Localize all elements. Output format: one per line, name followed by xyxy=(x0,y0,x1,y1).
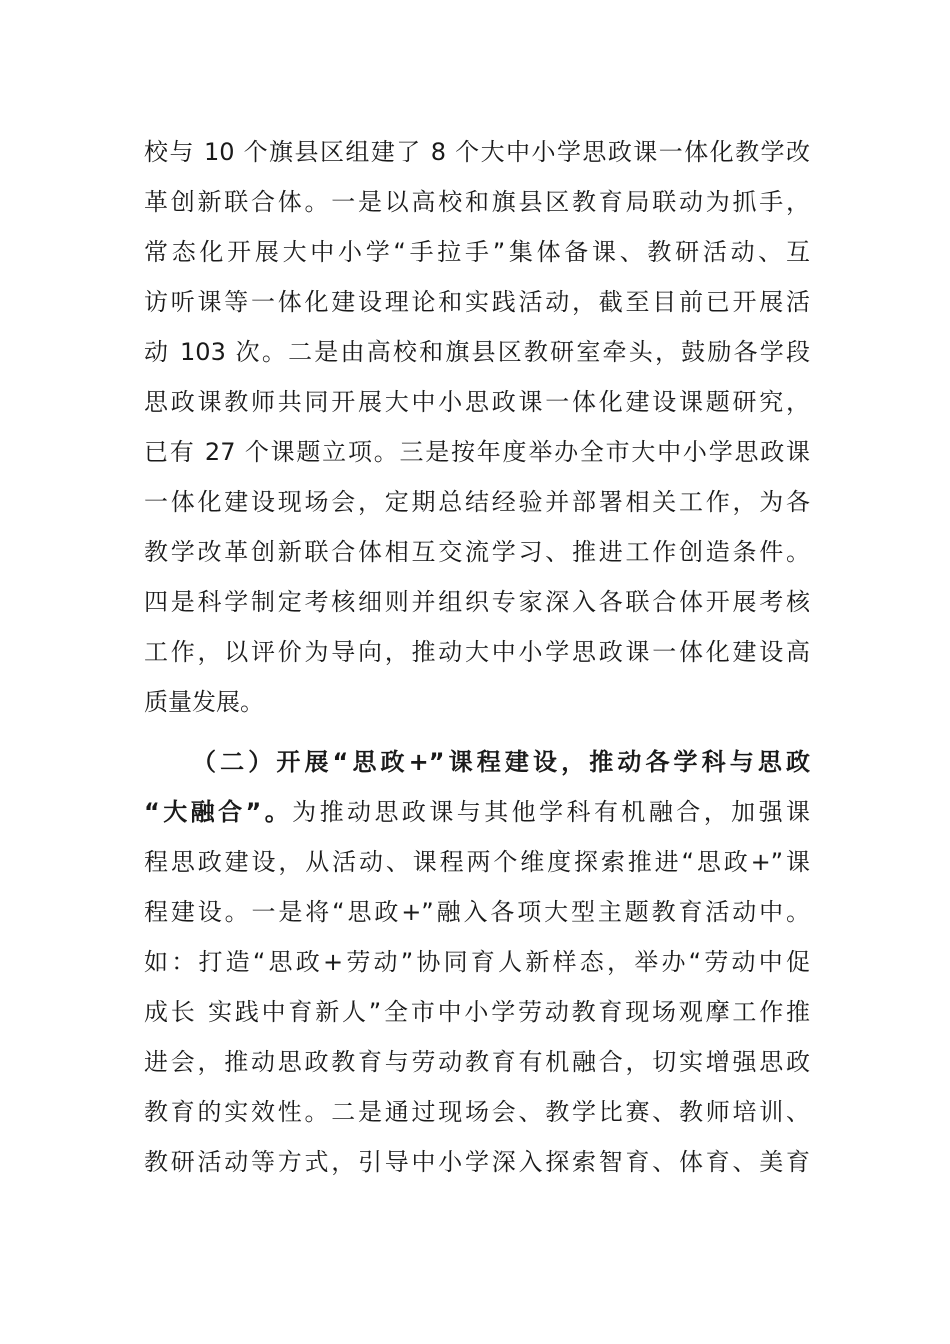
text-line: 程思政建设，从活动、课程两个维度探索推进“思政+”课 xyxy=(144,848,810,876)
text-line: 程建设。一是将“思政+”融入各项大型主题教育活动中。 xyxy=(144,898,810,926)
text-line: 常态化开展大中小学“手拉手”集体备课、教研活动、互 xyxy=(144,238,810,266)
text-line: 教育的实效性。二是通过现场会、教学比赛、教师培训、 xyxy=(144,1098,810,1126)
text-line: 教研活动等方式，引导中小学深入探索智育、体育、美育 xyxy=(144,1148,810,1176)
text-line: 成长 实践中育新人”全市中小学劳动教育现场观摩工作推 xyxy=(144,998,810,1026)
text-line: 四是科学制定考核细则并组织专家深入各联合体开展考核 xyxy=(144,588,810,616)
text-line: 已有 27 个课题立项。三是按年度举办全市大中小学思政课 xyxy=(144,438,810,466)
text-line: 教学改革创新联合体相互交流学习、推进工作创造条件。 xyxy=(144,538,810,566)
section-heading-end: “大融合”。 xyxy=(144,798,293,826)
paragraph-gap xyxy=(144,727,810,737)
text-line: 质量发展。 xyxy=(144,688,264,716)
paragraph-2 xyxy=(144,737,810,1187)
text-line: 革创新联合体。一是以高校和旗县区教育局联动为抓手， xyxy=(144,188,810,216)
text-line: 校与 10 个旗县区组建了 8 个大中小学思政课一体化教学改 xyxy=(144,138,810,166)
text-line: 工作，以评价为导向，推动大中小学思政课一体化建设高 xyxy=(144,638,810,666)
section-heading: （二）开展“思政+”课程建设，推动各学科与思政 xyxy=(192,748,810,776)
text-line: 如：打造“思政+劳动”协同育人新样态，举办“劳动中促 xyxy=(144,948,810,976)
text-line: 思政课教师共同开展大中小思政课一体化建设课题研究， xyxy=(144,388,810,416)
text-line: 一体化建设现场会，定期总结经验并部署相关工作，为各 xyxy=(144,488,810,516)
text-segment: 为推动思政课与其他学科有机融合，加强课 xyxy=(292,798,811,826)
body-text xyxy=(144,127,810,1187)
text-line: 动 103 次。二是由高校和旗县区教研室牵头，鼓励各学段 xyxy=(144,338,810,366)
text-line: 进会，推动思政教育与劳动教育有机融合，切实增强思政 xyxy=(144,1048,810,1076)
text-line xyxy=(144,787,810,837)
text-line: 访听课等一体化建设理论和实践活动，截至目前已开展活 xyxy=(144,288,810,316)
paragraph-1 xyxy=(144,127,810,727)
